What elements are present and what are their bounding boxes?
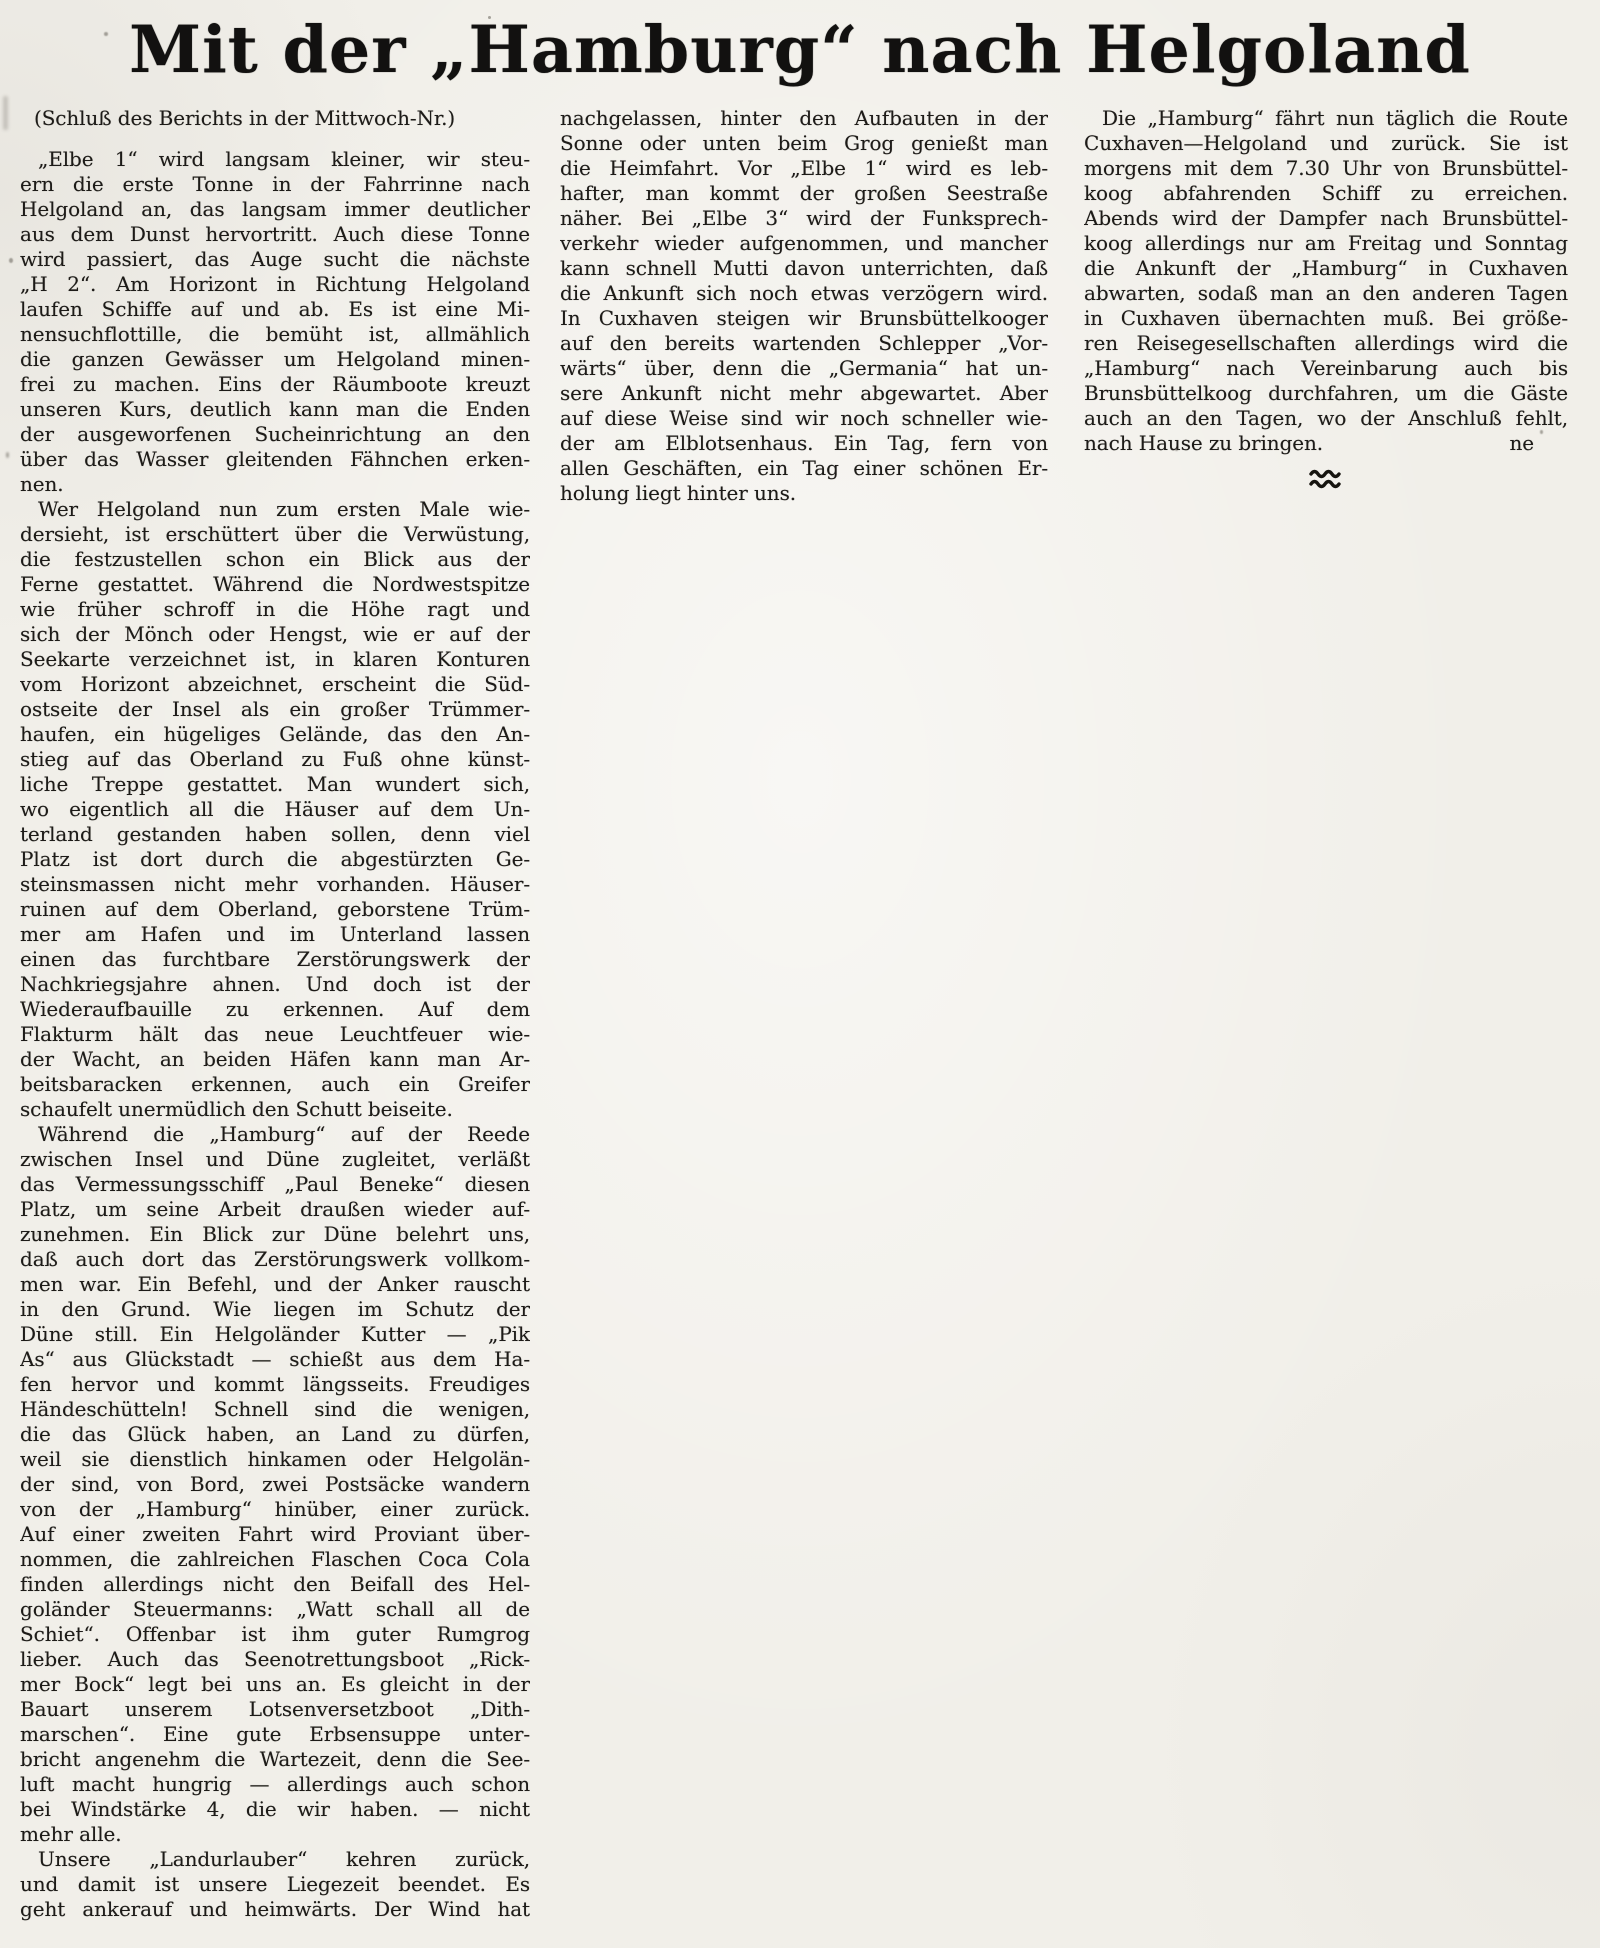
paragraph (20, 497, 530, 1122)
article-dateline: (Schluß des Berichts in der Mittwoch-Nr.) (34, 106, 456, 130)
text-line: ruinen auf dem Oberland, geborstene Trüm- (20, 897, 530, 921)
paragraph (20, 147, 530, 497)
text-line: holung liegt hinter uns. (560, 481, 796, 505)
text-line: koog abfahrenden Schiff zu erreichen. (1084, 181, 1568, 205)
text-line: in den Grund. Wie liegen im Schutz der (20, 1297, 530, 1321)
text-line: Brunsbüttelkoog durchfahren, um die Gäste (1084, 381, 1568, 405)
text-line: liche Treppe gestattet. Man wundert sich, (20, 772, 530, 796)
text-line: der Wacht, an beiden Häfen kann man Ar- (20, 1047, 530, 1071)
text-line: zwischen Insel und Düne zugleitet, verläßt (20, 1147, 530, 1171)
scan-artifact (1175, 448, 1178, 451)
text-line: ostseite der Insel als ein großer Trümmer- (20, 697, 530, 721)
text-line: von der „Hamburg“ hinüber, einer zurück. (20, 1497, 530, 1521)
text-line: vom Horizont abzeichnet, erscheint die Süd- (20, 672, 530, 696)
text-line: koog allerdings nur am Freitag und Sonntag (1084, 231, 1568, 255)
scan-artifact (6, 452, 9, 458)
text-line: und damit ist unsere Liegezeit beendet. Es (20, 1872, 530, 1896)
text-line: nommen, die zahlreichen Flaschen Coca Cola (20, 1547, 530, 1571)
text-line: weil sie dienstlich hinkamen oder Helgolän- (20, 1447, 530, 1471)
text-line: Helgoland an, das langsam immer deutlicher (20, 197, 530, 221)
text-line: In Cuxhaven steigen wir Brunsbüttelkooger (560, 306, 1048, 330)
text-line: Flakturm hält das neue Leuchtfeuer wie- (20, 1022, 530, 1046)
text-line: der ausgeworfenen Sucheinrichtung an den (20, 422, 530, 446)
text-line: Platz, um seine Arbeit draußen wieder auf- (20, 1197, 530, 1221)
text-line: einen das furchtbare Zerstörungswerk der (20, 947, 530, 971)
text-line: Wiederaufbauille zu erkennen. Auf dem (20, 997, 530, 1021)
text-line: Unsere „Landurlauber“ kehren zurück, (38, 1847, 530, 1871)
text-line: lieber. Auch das Seenotrettungsboot „Rick- (20, 1647, 530, 1671)
text-line: men war. Ein Befehl, und der Anker rauscht (20, 1272, 530, 1296)
text-line: näher. Bei „Elbe 3“ wird der Funksprech- (560, 206, 1048, 230)
article-column-2 (560, 106, 1048, 506)
text-line: wärts“ über, denn die „Germania“ hat un- (560, 356, 1048, 380)
text-line: luft macht hungrig — allerdings auch schon (20, 1772, 530, 1796)
scan-artifact (1540, 430, 1543, 434)
text-line: allen Geschäften, ein Tag einer schönen Er- (560, 456, 1048, 480)
text-line: die das Glück haben, an Land zu dürfen, (20, 1422, 530, 1446)
text-line: stieg auf das Oberland zu Fuß ohne künst- (20, 747, 530, 771)
text-line: mehr alle. (20, 1822, 122, 1846)
text-line: Während die „Hamburg“ auf der Reede (38, 1122, 530, 1146)
text-line: Ferne gestattet. Während die Nordwestspitze (20, 572, 530, 596)
paragraph (20, 1122, 530, 1847)
text-line: nensuchflottille, die bemüht ist, allmählich (20, 322, 530, 346)
text-line: Händeschütteln! Schnell sind die wenigen, (20, 1397, 530, 1421)
text-line: „H 2“. Am Horizont in Richtung Helgoland (20, 272, 530, 296)
article-column-3 (1084, 106, 1568, 492)
text-line: mer am Hafen und im Unterland lassen (20, 922, 530, 946)
text-line: zunehmen. Ein Blick zur Düne belehrt uns, (20, 1222, 530, 1246)
text-line: finden allerdings nicht den Beifall des Hel- (20, 1572, 530, 1596)
paragraph (1084, 106, 1568, 456)
text-line: geht ankerauf und heimwärts. Der Wind hat (20, 1897, 530, 1921)
text-line: hafter, man kommt der großen Seestraße (560, 181, 1048, 205)
text-line: abwarten, sodaß man an den anderen Tagen (1084, 281, 1568, 305)
text-line: terland gestanden haben sollen, denn viel (20, 822, 530, 846)
text-line: wo eigentlich all die Häuser auf dem Un- (20, 797, 530, 821)
text-line: die Ankunft der „Hamburg“ in Cuxhaven (1084, 256, 1568, 280)
text-line: Auf einer zweiten Fahrt wird Proviant über- (20, 1522, 530, 1546)
text-line: ern die erste Tonne in der Fahrrinne nach (20, 172, 530, 196)
text-line: kann schnell Mutti davon unterrichten, daß (560, 256, 1048, 280)
text-line: der am Elblotsenhaus. Ein Tag, fern von (560, 431, 1048, 455)
scan-artifact (3, 96, 8, 130)
text-line: morgens mit dem 7.30 Uhr von Brunsbüttel- (1084, 156, 1568, 180)
paragraph (560, 106, 1048, 506)
text-line: die ganzen Gewässer um Helgoland minen- (20, 347, 530, 371)
scan-artifact (36, 1232, 40, 1236)
scan-artifact (9, 258, 13, 263)
article-headline: Mit der „Hamburg“ nach Helgoland (129, 12, 1471, 88)
text-line: marschen“. Eine gute Erbsensuppe unter- (20, 1722, 530, 1746)
text-line: mer Bock“ legt bei uns an. Es gleicht in der (20, 1672, 530, 1696)
text-line: bei Windstärke 4, die wir haben. — nicht (20, 1797, 530, 1821)
text-line: Die „Hamburg“ fährt nun täglich die Route (1102, 106, 1568, 130)
text-line: Platz ist dort durch die abgestürzten Ge- (20, 847, 530, 871)
text-line-content: nach Hause zu bringen. (1084, 431, 1324, 455)
text-line: goländer Steuermanns: „Watt schall all de (20, 1597, 530, 1621)
text-line: Düne still. Ein Helgoländer Kutter — „Pik (20, 1322, 530, 1346)
wavy-end-mark-icon (1084, 468, 1568, 492)
text-line: aus dem Dunst hervortritt. Auch diese Tonne (20, 222, 530, 246)
text-line: „Elbe 1“ wird langsam kleiner, wir steu- (38, 147, 530, 171)
text-line: daß auch dort das Zerstörungswerk vollkom- (20, 1247, 530, 1271)
text-line: unseren Kurs, deutlich kann man die Enden (20, 397, 530, 421)
text-line: Wer Helgoland nun zum ersten Male wie- (38, 497, 530, 521)
text-line: nachgelassen, hinter den Aufbauten in der (560, 106, 1048, 130)
text-line: Nachkriegsjahre ahnen. Und doch ist der (20, 972, 530, 996)
text-line: in Cuxhaven übernachten muß. Bei größe- (1084, 306, 1568, 330)
author-initials: ne (1509, 431, 1534, 455)
text-line: sere Ankunft nicht mehr abgewartet. Aber (560, 381, 1048, 405)
text-line: fen hervor und kommt längsseits. Freudiges (20, 1372, 530, 1396)
text-line: Seekarte verzeichnet ist, in klaren Konturen (20, 647, 530, 671)
text-line: beitsbaracken erkennen, auch ein Greifer (20, 1072, 530, 1096)
text-line: der sind, von Bord, zwei Postsäcke wandern (20, 1472, 530, 1496)
text-line: wird passiert, das Auge sucht die nächste (20, 247, 530, 271)
text-line: Bauart unserem Lotsenversetzboot „Dith- (20, 1697, 530, 1721)
text-line: Sonne oder unten beim Grog genießt man (560, 131, 1048, 155)
text-line: die festzustellen schon ein Blick aus der (20, 547, 530, 571)
text-line: dersieht, ist erschüttert über die Verwüstung, (20, 522, 530, 546)
text-line: frei zu machen. Eins der Räumboote kreuzt (20, 372, 530, 396)
text-line: die Ankunft sich noch etwas verzögern wird. (560, 281, 1048, 305)
article-column-1 (20, 106, 530, 1922)
text-line: laufen Schiffe auf und ab. Es ist eine Mi- (20, 297, 530, 321)
paragraph (20, 1847, 530, 1922)
text-line: sich der Mönch oder Hengst, wie er auf der (20, 622, 530, 646)
text-line: über das Wasser gleitenden Fähnchen erken- (20, 447, 530, 471)
text-line: schaufelt unermüdlich den Schutt beiseite. (20, 1097, 453, 1121)
text-line (1084, 431, 1568, 456)
text-line: Abends wird der Dampfer nach Brunsbüttel- (1084, 206, 1568, 230)
text-line: auf den bereits wartenden Schlepper „Vor- (560, 331, 1048, 355)
text-line: As“ aus Glückstadt — schießt aus dem Ha- (20, 1347, 530, 1371)
scan-artifact (104, 32, 108, 36)
text-line: Cuxhaven—Helgoland und zurück. Sie ist (1084, 131, 1568, 155)
text-line: Schiet“. Offenbar ist ihm guter Rumgrog (20, 1622, 530, 1646)
scan-artifact (488, 16, 491, 19)
text-line: wie früher schroff in die Höhe ragt und (20, 597, 530, 621)
text-line: steinsmassen nicht mehr vorhanden. Häuser- (20, 872, 530, 896)
text-line: auf diese Weise sind wir noch schneller wie- (560, 406, 1048, 430)
text-line: verkehr wieder aufgenommen, und mancher (560, 231, 1048, 255)
text-line: ren Reisegesellschaften allerdings wird die (1084, 331, 1568, 355)
text-line: bricht angenehm die Wartezeit, denn die See- (20, 1747, 530, 1771)
text-line: die Heimfahrt. Vor „Elbe 1“ wird es leb- (560, 156, 1048, 180)
text-line: nen. (20, 472, 64, 496)
text-line: auch an den Tagen, wo der Anschluß fehlt, (1084, 406, 1568, 430)
text-line: „Hamburg“ nach Vereinbarung auch bis (1084, 356, 1568, 380)
text-line: haufen, ein hügeliges Gelände, das den An- (20, 722, 530, 746)
text-line: das Vermessungsschiff „Paul Beneke“ diesen (20, 1172, 530, 1196)
